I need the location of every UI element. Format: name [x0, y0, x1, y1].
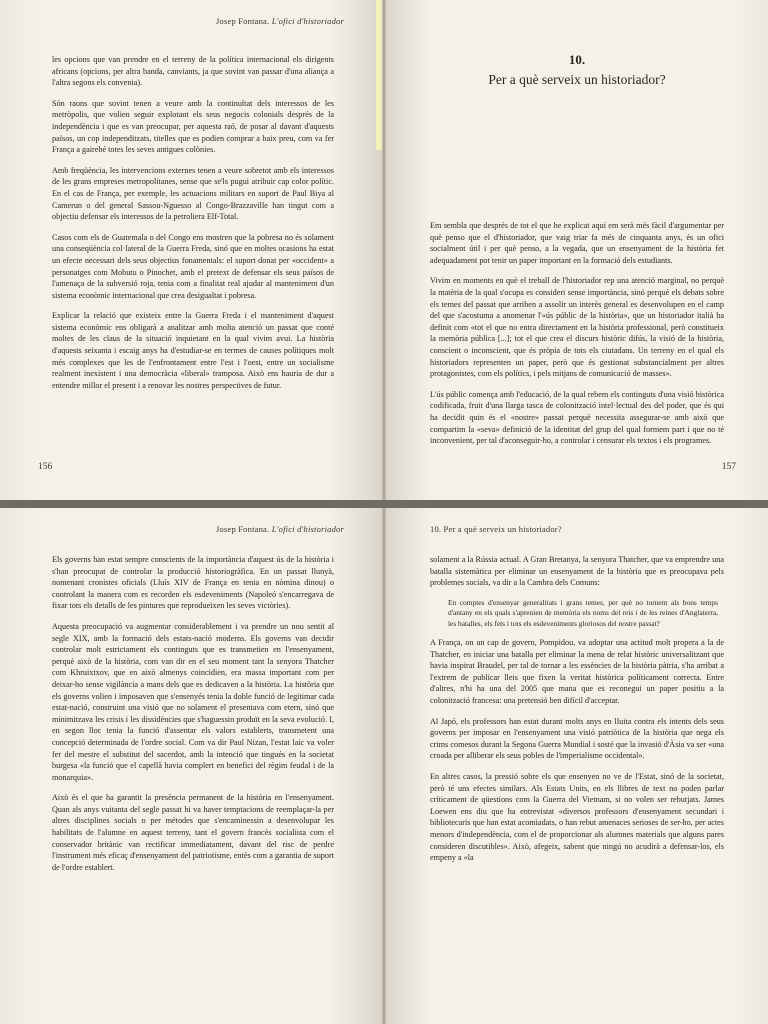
block-quote: En comptes d'ensenyar generalitats i grans temes, per què no tornem als bons temps d'antany en els quals s'aprenien de memòria els noms del reis i de les reines d'Anglaterra, les batalles, els fets i tots els esdeveniments gloriosos del nostre passat? — [448, 597, 718, 628]
paragraph: En altres casos, la pressió sobre els que ensenyen no ve de l'Estat, sinó de la societat, però té uns efectes similars. Als Estats Units, en els llibres de text no poden parlar críticament de qüestions com la Guerra del Vietnam, si no volen ser rebutjats. James Loewen ens diu que ha entrevistat «diversos professors d'ensenyament secundari i bibliotecaris que han estat acomiadats, o han rebut amenaces serioses de ser-ho, per actes menors d'independència, com el de proporcionar als alumnes materials que alguns pares consideren discutibles». Això, afegeix, sabent que ningú no acudirà a defensar-los, els empeny a «la — [430, 771, 724, 863]
paragraph: Casos com els de Guatemala o del Congo ens mostren que la pobresa no és solament una conseqüència col·lateral de la Guerra Freda, sinó que en moltes ocasions ha estat un efecte necessari dels seus objectius fonamentals: el suport donat per «occident» a personatges com Mobutu o Pinochet, amb el pretext de defensar els seus països de l'amenaça de la subversió roja, tenia com a finalitat real ajudar al manteniment d'un sistema econòmic internacional que crea desigualtat i pobresa. — [52, 232, 334, 300]
paragraph: Amb freqüència, les intervencions externes tenen a veure sobretot amb els interessos de les grans empreses metropolitanes, sense que se'ls pugui atribuir cap color polític. En el cas de França, per exemple, les actuacions militars en suport de Paul Biya al Camerun o del general Sassou-Nguesso al Congo-Brazzaville han tingut com a objectiu defensar els interessos de la petroliera Elf-Total. — [52, 165, 334, 222]
chapter-heading — [430, 52, 724, 88]
running-head-author: Josep Fontana. — [216, 524, 270, 534]
page-158 — [0, 508, 384, 1024]
paragraph: A França, on un cap de govern, Pompidou, va adoptar una actitud molt propera a la de Thatcher, en iniciar una batalla per eliminar la mena de relat històric universalitzant que havia inspirat Braudel, per tal de tornar a les essències de la història pàtria, s'ha arribat a l'extrem de publicar lleis que fixen la veritat històrica políticament correcta. Entre d'altres, n'hi ha una del 2005 que mana que es reconegui un paper positiu a la colonització francesa: una pretensió ben difícil d'acceptar. — [430, 638, 724, 705]
paragraph: L'ús públic comença amb l'educació, de la qual rebem els continguts d'una visió històrica codificada, fruit d'una llarga tasca de colonització intel·lectual des del poder, que és qui ha decidit quin és el «nostre» passat perquè necessita assegurar-se amb això que compartim la «seva» definició de la identitat del grup del qual formem part i que no té inconvenient, per tal d'aconseguir-ho, a controlar i censurar els textos i els programes. — [430, 389, 724, 446]
page-159 — [384, 508, 768, 1024]
page-157 — [384, 0, 768, 500]
running-head-author: Josep Fontana. — [216, 16, 270, 26]
running-head: 10. Per a què serveix un historiador? — [430, 524, 562, 534]
paragraph: Això és el que ha garantit la presència permanent de la història en l'ensenyament. Quan als anys vuitanta del segle passat hi va haver temptacions de reemplaçar-la per altres disciplines socials o per mètodes que s'encaminessin a desenvolupar les habilitats de l'alumne en aquest terreny, tant el govern francès socialista com el conservador britànic van rectificar immediatament, davant del risc de perdre l'instrument més eficaç d'ensenyament del patriotisme, entès com a garantia de suport de l'ordre establert. — [52, 793, 334, 872]
paragraph: Explicar la relació que existeix entre la Guerra Freda i el manteniment d'aquest sistema econòmic ens obligarà a analitzar amb molta atenció un passat que conté moltes de les claus de la situació inquietant en la qual vivim avui. La història d'aquests seixanta i escaig anys ha d'estudiar-se en termes de causes polítiques molt més complexes que les de l'enfrontament entre l'est i l'oest, entre un socialisme realment inexistent i una democràcia «liberal» tramposa. Això ens hauria de dur a entendre millor el present i a renovar les nostres perspectives de futur. — [52, 311, 334, 390]
running-head-title: L'ofici d'historiador — [271, 16, 344, 26]
running-head-title: L'ofici d'historiador — [271, 524, 344, 534]
chapter-number: 10. — [568, 52, 586, 67]
gutter — [382, 508, 386, 1024]
paragraph: Em sembla que després de tot el que he explicat aquí em serà més fàcil d'argumentar per què penso que el d'historiador, que vaig triar fa més de cinquanta anys, és un ofici socialment útil i per què penso, a la vegada, que un ensenyament de la història fet adequadament pot tenir un paper important en la formació dels estudiants. — [430, 221, 724, 265]
paragraph: Són raons que sovint tenen a veure amb la continuïtat dels interessos de les metròpolis, que volien seguir explotant els seus negocis colonials després de la independència i que es van preocupar, per aquesta raó, de posar al davant d'aquests països, un cop independitzats, titelles que es podien comprar a baix preu, com va fer França a gairebé totes les seves antigues colònies. — [52, 98, 334, 155]
body-text — [430, 220, 724, 447]
gutter — [382, 0, 386, 500]
paragraph: les opcions que van prendre en el terreny de la política internacional els dirigents africans (opcions, per altra banda, canviants, ja que sovint van passar d'una aliança a l'altra segons els convenia). — [52, 55, 334, 88]
page-number: 157 — [721, 462, 736, 472]
body-text — [52, 54, 334, 391]
paragraph: Vivim en moments en què el treball de l'historiador rep una atenció marginal, no perquè la matèria de la qual s'ocupa es consideri sense importància, sinó perquè els debats sobre els temes del passat que arriben a assolir un interès general es desenvolupen en el camp del que s'acostuma a anomenar l'«ús públic de la història», que un historiador italià ha definit com «tot el que no entra directament en la història professional, però constitueix la memòria pública [...]; tot el que crea el discurs històric difús, la visió de la història, conscient o inconscient, que és pròpia de tots els ciutadans. Un terreny en el qual els historiadors representen un paper, però que és gestionat substancialment per altres protagonistes, com els polítics, i pels mitjans de comunicació de masses». — [430, 276, 724, 379]
running-head — [216, 16, 344, 26]
paragraph: Els governs han estat sempre conscients de la importància d'aquest ús de la història i s'han preocupat de controlar la producció historiogràfica. En un passat llunyà, nomenant cronistes oficials (Lluís XIV de França en tenia en nòmina dinou) o controlant la manera com es recorden els esdeveniments (Napoleó s'encarregava de fixar tots els detalls de les pintures que reprodueixen les seves victòries). — [52, 555, 334, 611]
top-spread — [0, 0, 768, 500]
paragraph: Aquesta preocupació va augmentar considerablement i va prendre un nou sentit al segle XIX, amb la formació dels estats-nació moderns. Els governs van decidir controlar molt estrictament els continguts que es transmetien en l'ensenyament, perquè això de la història, com van dir en el seu moment tant la senyora Thatcher com Khruixtxov, que en això almenys coincidien, era massa important com per deixar-ho sense vigilància a mans dels que es dedicaven a la història. La història que els governs volien i imposaven que s'ensenyés tenia la doble funció de legitimar cada estat-nació, construint una visió que no solament el presentava com etern, sinó que minimitzava les crisis i les dissidències que s'haguessin produït en la seva evolució. I, en segon lloc tenia la funció d'assentar els valors establerts, transmetent una concepció determinada de l'ordre social. Com va dir Paul Nizan, l'estat laic va voler fer del mestre el substitut del sacerdot, amb la intenció que tingués en la societat burgesa «la funció que el capellà havia complert en benefici del règim feudal i de la monarquia». — [52, 621, 334, 782]
body-text — [52, 554, 334, 873]
paragraph: solament a la Rússia actual. A Gran Bretanya, la senyora Thatcher, que va emprendre una batalla sistemàtica per eliminar un ensenyament de la història que es preocupava pels problemes socials, va dir a la Cambra dels Comuns: — [430, 555, 724, 588]
page-number: 156 — [38, 462, 53, 472]
bottom-spread — [0, 508, 768, 1024]
page-156 — [0, 0, 384, 500]
running-head — [216, 524, 344, 534]
body-text — [430, 554, 724, 864]
paragraph: Al Japó, els professors han estat durant molts anys en lluita contra els intents dels seus governs per imposar en l'ensenyament una visió patriòtica de la història que nega els crims comesos durant la Segona Guerra Mundial i sosté que la invasió d'Àsia va ser «una croada per alliberar els seus pobles de l'imperialisme occidental». — [430, 716, 724, 761]
chapter-title: Per a què serveix un historiador? — [488, 72, 666, 87]
